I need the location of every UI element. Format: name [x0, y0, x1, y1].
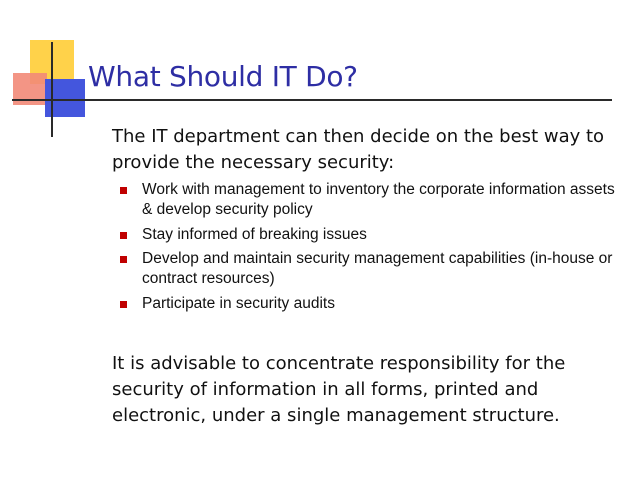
- slide-title: What Should IT Do?: [88, 60, 358, 93]
- bullet-item-inventory: Work with management to inventory the corporate information assets & develop security policy: [118, 180, 618, 220]
- bullet-list: [118, 180, 618, 318]
- bullet-item-audits: Participate in security audits: [118, 294, 618, 314]
- intro-paragraph: The IT department can then decide on the best way to provide the necessary security:: [112, 126, 605, 173]
- decor-vertical-line: [51, 42, 53, 137]
- bullet-item-stay-informed: Stay informed of breaking issues: [118, 225, 618, 245]
- bullet-item-capabilities: Develop and maintain security management capabilities (in-house or contract resources): [118, 249, 618, 289]
- closing-paragraph: It is advisable to concentrate responsibility for the security of information in all forms, printed and electronic, under a single management structure.: [112, 353, 566, 426]
- title-underline: [12, 99, 612, 101]
